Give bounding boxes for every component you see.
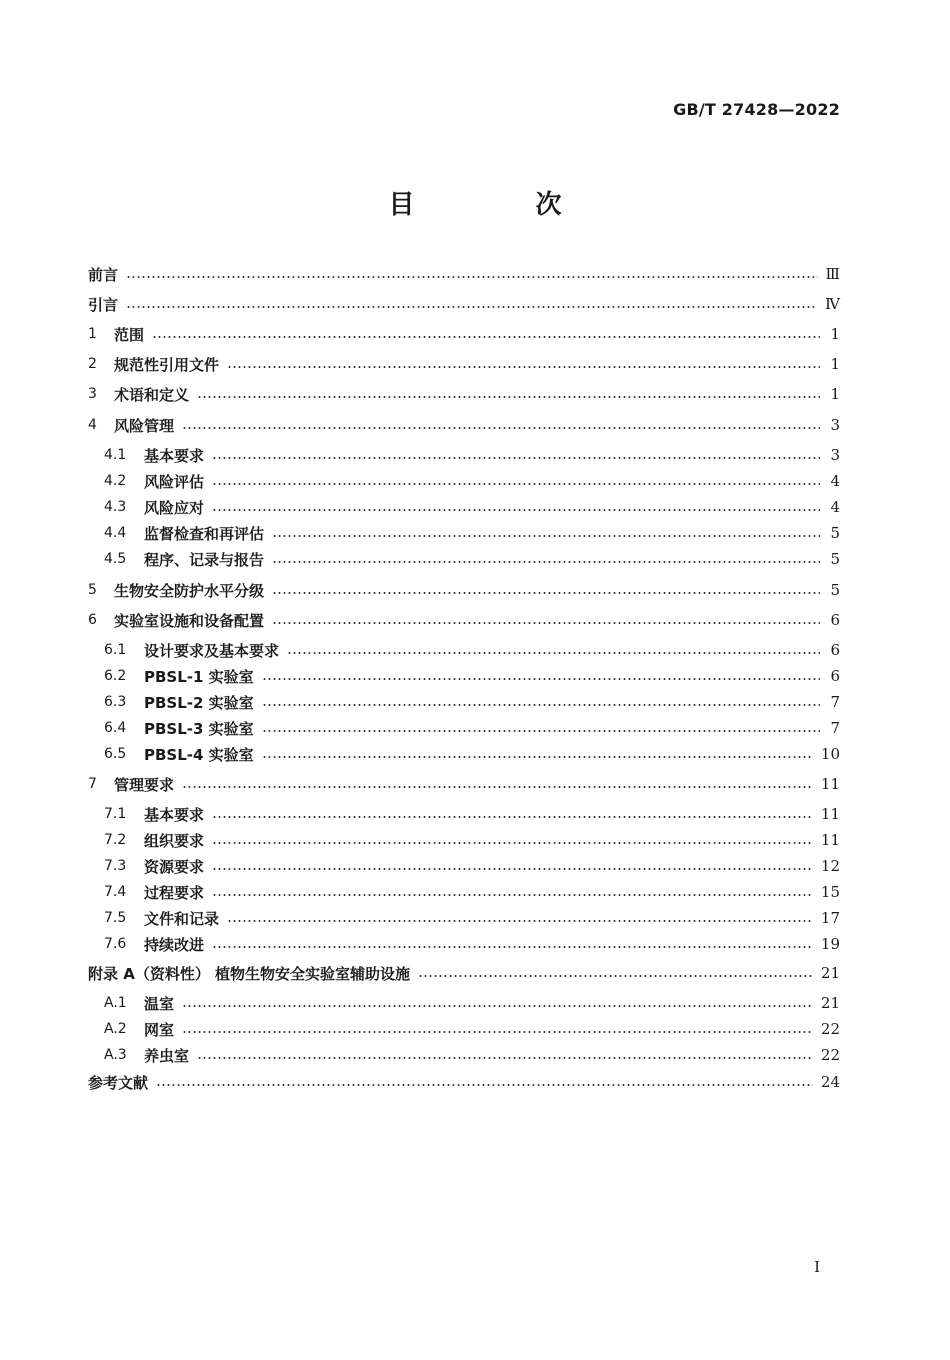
toc-leader-dots bbox=[197, 396, 820, 398]
toc-entry[interactable] bbox=[104, 638, 840, 662]
toc-leader-dots bbox=[262, 678, 820, 680]
toc-leader-dots bbox=[262, 730, 820, 732]
toc-entry[interactable] bbox=[88, 352, 840, 376]
toc-entry-title: 生物安全防护水平分级 bbox=[114, 581, 265, 600]
toc-entry-number: A.3 bbox=[104, 1047, 127, 1063]
toc-entry-page: 15 bbox=[820, 883, 840, 901]
toc-entry-title: PBSL-3 实验室 bbox=[144, 719, 254, 738]
toc-leader-dots bbox=[182, 1031, 813, 1033]
toc-entry-page: 6 bbox=[830, 641, 840, 659]
toc-entry-page: 4 bbox=[830, 498, 840, 516]
toc-leader-dots bbox=[262, 756, 813, 758]
toc-entry-title: 组织要求 bbox=[144, 831, 205, 850]
toc-entry[interactable] bbox=[88, 322, 840, 346]
toc-entry[interactable] bbox=[104, 495, 840, 519]
toc-entry-title: 实验室设施和设备配置 bbox=[114, 611, 265, 630]
toc-entry-title: 监督检查和再评估 bbox=[144, 524, 265, 543]
toc-leader-dots bbox=[212, 946, 813, 948]
toc-leader-dots bbox=[227, 366, 820, 368]
toc-entry-title: 持续改进 bbox=[144, 935, 205, 954]
toc-entry-page: 22 bbox=[820, 1046, 840, 1064]
toc-entry-title: 资源要求 bbox=[144, 857, 205, 876]
toc-entry-page: 11 bbox=[820, 775, 840, 793]
toc-leader-dots bbox=[197, 1057, 813, 1059]
toc-entry-page: 3 bbox=[830, 416, 840, 434]
toc-entry-title: 程序、记录与报告 bbox=[144, 550, 265, 569]
toc-entry-number: 7.1 bbox=[104, 806, 127, 822]
toc-entry[interactable] bbox=[88, 382, 840, 406]
toc-entry-page: 19 bbox=[820, 935, 840, 953]
toc-leader-dots bbox=[272, 535, 820, 537]
toc-entry-page: 5 bbox=[830, 581, 840, 599]
toc-leader-dots bbox=[126, 306, 817, 308]
toc-entry-title: 风险评估 bbox=[144, 472, 205, 491]
toc-entry[interactable] bbox=[88, 292, 840, 316]
toc-entry[interactable] bbox=[88, 1070, 840, 1094]
toc-entry-title: 范围 bbox=[114, 325, 145, 344]
toc-entry[interactable] bbox=[104, 547, 840, 571]
toc-leader-dots bbox=[152, 336, 820, 338]
toc-entry-page: Ⅳ bbox=[825, 295, 840, 313]
toc-entry[interactable] bbox=[88, 772, 840, 796]
toc-leader-dots bbox=[182, 1005, 813, 1007]
toc-entry[interactable] bbox=[104, 469, 840, 493]
toc-entry-title: 温室 bbox=[144, 994, 175, 1013]
toc-entry-title: 附录 A（资料性） 植物生物安全实验室辅助设施 bbox=[88, 964, 411, 983]
toc-entry-number: 4.3 bbox=[104, 499, 127, 515]
toc-entry-number: 7.6 bbox=[104, 936, 127, 952]
toc-entry-title: PBSL-4 实验室 bbox=[144, 745, 254, 764]
toc-entry[interactable] bbox=[104, 716, 840, 740]
standard-number: GB/T 27428—2022 bbox=[673, 100, 840, 119]
toc-leader-dots bbox=[212, 816, 813, 818]
toc-entry-title: 前言 bbox=[88, 265, 119, 284]
toc-leader-dots bbox=[287, 652, 820, 654]
toc-entry-page: 11 bbox=[820, 805, 840, 823]
toc-entry[interactable] bbox=[104, 932, 840, 956]
toc-entry-title: PBSL-2 实验室 bbox=[144, 693, 254, 712]
toc-entry-page: 21 bbox=[820, 994, 840, 1012]
toc-entry-page: 11 bbox=[820, 831, 840, 849]
toc-entry[interactable] bbox=[104, 664, 840, 688]
toc-entry-title: 风险管理 bbox=[114, 416, 175, 435]
toc-leader-dots bbox=[126, 276, 818, 278]
toc-entry[interactable] bbox=[104, 521, 840, 545]
toc-leader-dots bbox=[156, 1084, 813, 1086]
toc-entry[interactable] bbox=[104, 742, 840, 766]
toc-entry-number: 4.1 bbox=[104, 447, 127, 463]
toc-entry-page: 7 bbox=[830, 693, 840, 711]
toc-entry-number: 6.2 bbox=[104, 668, 127, 684]
toc-leader-dots bbox=[272, 592, 820, 594]
toc-leader-dots bbox=[212, 894, 813, 896]
toc-entry-number: 5 bbox=[88, 582, 97, 598]
toc-entry[interactable] bbox=[104, 1017, 840, 1041]
toc-entry[interactable] bbox=[104, 880, 840, 904]
toc-entry-title: 规范性引用文件 bbox=[114, 355, 220, 374]
toc-entry[interactable] bbox=[104, 828, 840, 852]
toc-entry[interactable] bbox=[104, 854, 840, 878]
toc-entry[interactable] bbox=[88, 961, 840, 985]
toc-leader-dots bbox=[272, 561, 820, 563]
toc-entry[interactable] bbox=[104, 906, 840, 930]
toc-entry[interactable] bbox=[104, 1043, 840, 1067]
page-title: 目 次 bbox=[388, 190, 618, 220]
toc-entry-title: 基本要求 bbox=[144, 805, 205, 824]
toc-entry-number: 6.5 bbox=[104, 746, 127, 762]
toc-entry-page: 1 bbox=[830, 355, 840, 373]
toc-entry-number: 4.4 bbox=[104, 525, 127, 541]
toc-entry-number: 6.3 bbox=[104, 694, 127, 710]
toc-entry-title: 管理要求 bbox=[114, 775, 175, 794]
toc-entry-page: 10 bbox=[820, 745, 840, 763]
toc-entry-page: 7 bbox=[830, 719, 840, 737]
toc-entry-page: 5 bbox=[830, 550, 840, 568]
toc-entry-title: 网室 bbox=[144, 1020, 175, 1039]
toc-leader-dots bbox=[212, 842, 813, 844]
toc-leader-dots bbox=[212, 483, 820, 485]
toc-leader-dots bbox=[272, 622, 820, 624]
page-number: I bbox=[814, 1258, 820, 1276]
toc-entry-number: 4 bbox=[88, 417, 97, 433]
toc-leader-dots bbox=[227, 920, 813, 922]
toc-entry-title: 养虫室 bbox=[144, 1046, 190, 1065]
toc-entry-title: 术语和定义 bbox=[114, 385, 190, 404]
toc-entry-number: 1 bbox=[88, 326, 97, 342]
toc-leader-dots bbox=[418, 975, 813, 977]
toc-entry-number: A.1 bbox=[104, 995, 127, 1011]
toc-leader-dots bbox=[182, 786, 813, 788]
toc-entry-page: 1 bbox=[830, 325, 840, 343]
toc-entry-title: 基本要求 bbox=[144, 446, 205, 465]
toc-entry-title: 引言 bbox=[88, 295, 119, 314]
toc-entry[interactable] bbox=[88, 413, 840, 437]
toc-entry-page: Ⅲ bbox=[825, 265, 840, 283]
toc-leader-dots bbox=[212, 509, 820, 511]
toc-entry-page: 4 bbox=[830, 472, 840, 490]
toc-entry[interactable] bbox=[88, 578, 840, 602]
toc-leader-dots bbox=[182, 427, 820, 429]
toc-entry-number: 6.4 bbox=[104, 720, 127, 736]
toc-entry-number: 7 bbox=[88, 776, 97, 792]
toc-entry-page: 17 bbox=[820, 909, 840, 927]
toc-entry[interactable] bbox=[104, 991, 840, 1015]
toc-entry-number: 6.1 bbox=[104, 642, 127, 658]
toc-entry-number: 4.2 bbox=[104, 473, 127, 489]
toc-entry[interactable] bbox=[88, 608, 840, 632]
toc-entry[interactable] bbox=[104, 802, 840, 826]
toc-entry-title: 风险应对 bbox=[144, 498, 205, 517]
toc-entry-title: PBSL-1 实验室 bbox=[144, 667, 254, 686]
toc-entry[interactable] bbox=[104, 443, 840, 467]
toc-entry-number: 3 bbox=[88, 386, 97, 402]
toc-entry-number: 2 bbox=[88, 356, 97, 372]
toc-entry-number: 4.5 bbox=[104, 551, 127, 567]
toc-entry-page: 12 bbox=[820, 857, 840, 875]
toc-leader-dots bbox=[262, 704, 820, 706]
toc-entry-page: 21 bbox=[820, 964, 840, 982]
toc-entry[interactable] bbox=[104, 690, 840, 714]
toc-entry-title: 文件和记录 bbox=[144, 909, 220, 928]
toc-entry-title: 过程要求 bbox=[144, 883, 205, 902]
toc-leader-dots bbox=[212, 868, 813, 870]
toc-entry-number: 7.4 bbox=[104, 884, 127, 900]
toc-entry-number: 7.2 bbox=[104, 832, 127, 848]
toc-entry-number: 7.5 bbox=[104, 910, 127, 926]
toc-entry-number: 7.3 bbox=[104, 858, 127, 874]
toc-entry-number: 6 bbox=[88, 612, 97, 628]
toc-entry-page: 3 bbox=[830, 446, 840, 464]
toc-entry-title: 参考文献 bbox=[88, 1073, 149, 1092]
toc-entry-page: 22 bbox=[820, 1020, 840, 1038]
toc-entry-page: 1 bbox=[830, 385, 840, 403]
toc-entry-title: 设计要求及基本要求 bbox=[144, 641, 280, 660]
toc-entry-page: 6 bbox=[830, 611, 840, 629]
toc-entry[interactable] bbox=[88, 262, 840, 286]
toc-leader-dots bbox=[212, 457, 820, 459]
toc-entry-page: 5 bbox=[830, 524, 840, 542]
toc-entry-page: 24 bbox=[820, 1073, 840, 1091]
toc-entry-number: A.2 bbox=[104, 1021, 127, 1037]
toc-entry-page: 6 bbox=[830, 667, 840, 685]
